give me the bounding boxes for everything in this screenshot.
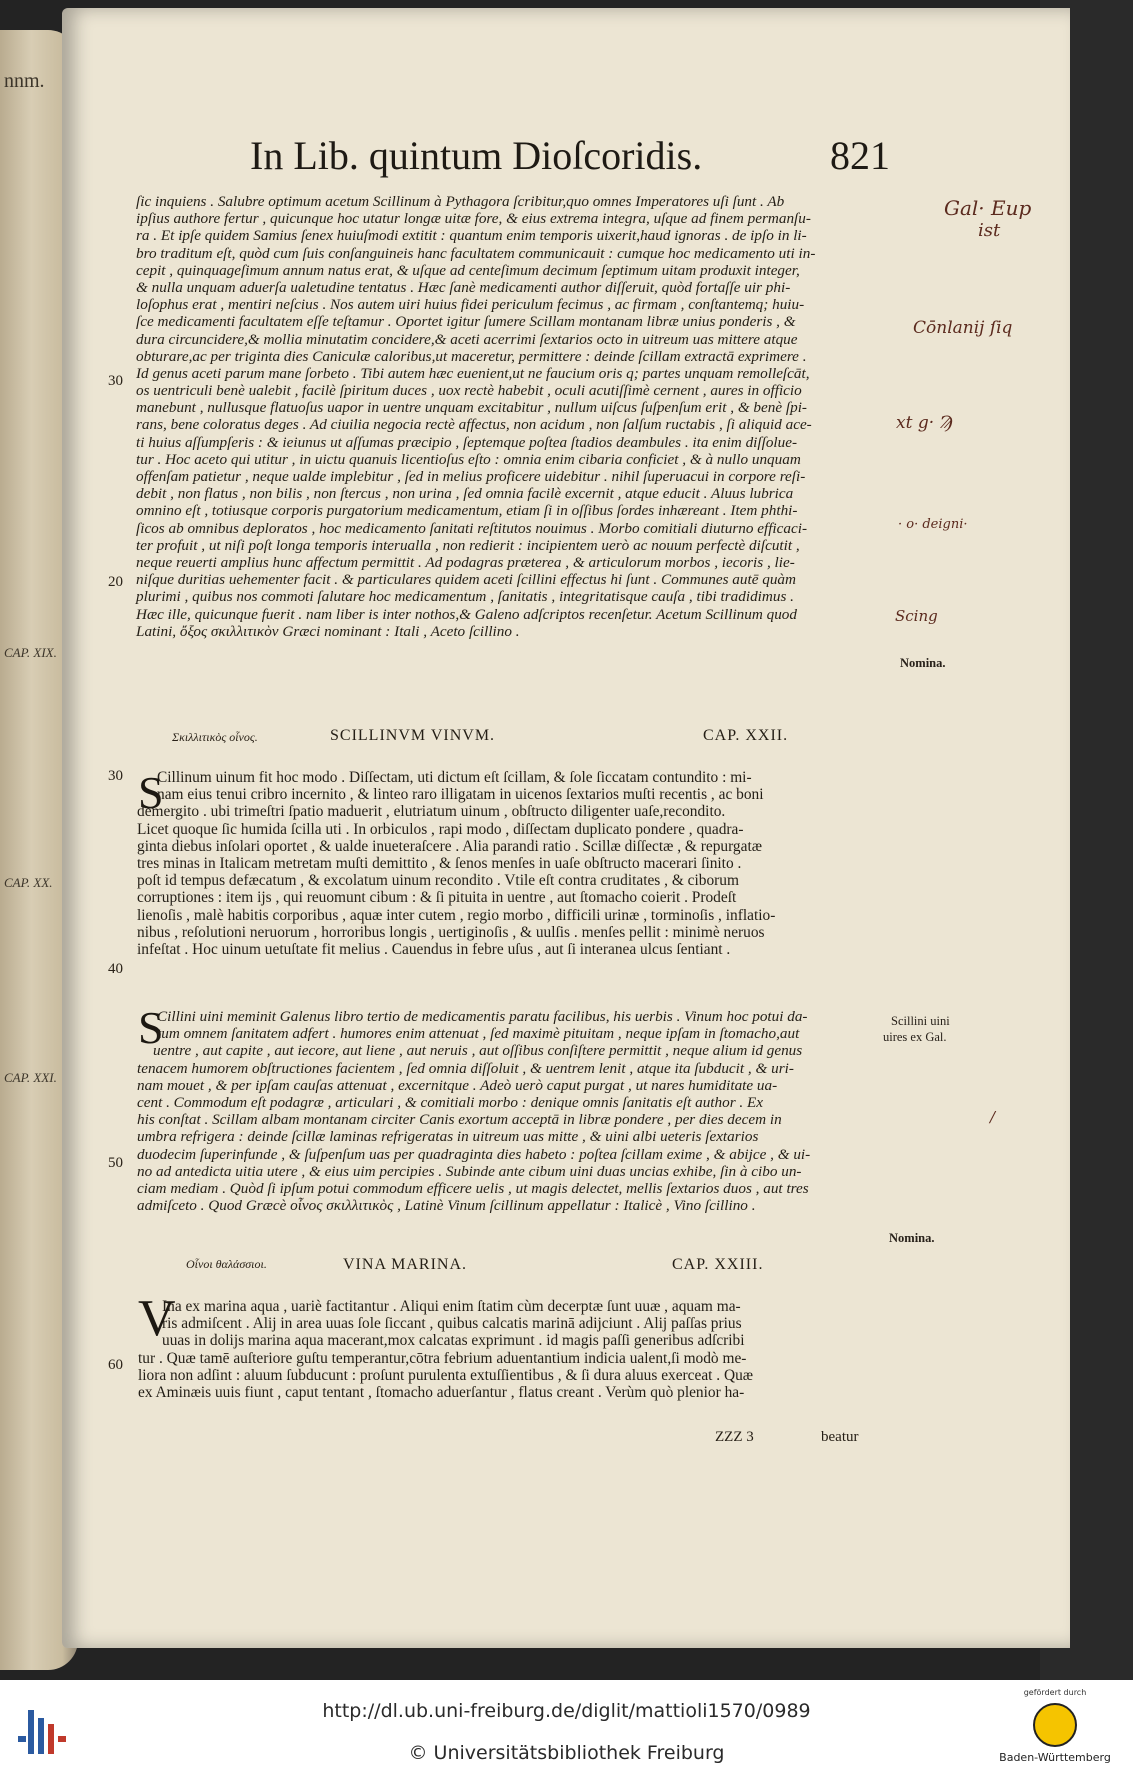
text-line: omnino eſt , totiusque corporis purgatorium medicamentum, etiam ſi in oſſibus ſordes inhæreant . Item phthi-	[136, 502, 798, 520]
text-line: nam mouet , & per ipſam cauſas attenuat , excernitque . Adeò uerò caput purgat , ut nares humiditate ua-	[137, 1076, 778, 1094]
handwritten-note: xt g· Ϡ	[896, 413, 953, 433]
text-line: ex Aminæis uuis fiunt , caput tentant , ſtomacho aduerſantur , flatus creant . Verùm quò plenior ha-	[138, 1383, 745, 1401]
sponsor-name: Baden-Württemberg	[999, 1751, 1111, 1764]
text-line: tenacem humorem obſtructiones facientem , ſed omnia diſſoluit , & uentrem lenit , atque ita ſubducit , & uri-	[137, 1059, 794, 1077]
text-line: uuas in dolijs marina aqua macerant,mox calcatas exprimunt . id magis paſſi generibus adſcribi	[162, 1332, 745, 1350]
text-line: rans, bene coloratus deges . Ad ciuilia negocia rectè affectus, non acidum , non ſalſum ructabis , ſi aliquid ace-	[136, 416, 812, 434]
text-line: poſt id tempus defæcatum , & excolatum uinum recondito . Vtile eſt contra cruditates , & ciborum	[137, 872, 739, 890]
margin-note-nomina: Nomina.	[889, 1231, 935, 1245]
text-line: bro traditum eſt, quòd cum ſuis conſanguineis hanc facultatem communicauit : cumque hoc medicamento uti in-	[136, 244, 816, 262]
sponsor-label: gefördert durch	[1023, 1688, 1087, 1697]
text-line: ciam mediam . Quòd ſi ipſum potui commodum efficere uelis , ut magis delectet, mellis ſextarios duos , aut tres	[137, 1179, 809, 1197]
line-number: 30	[108, 768, 123, 784]
text-line: tur . Hoc aceto qui utitur , in uictu quanuis licentioſus eſto : omnia enim cibaria conficiet , & à nullo unquam	[136, 450, 801, 468]
text-line: loſophus erat , mentiri neſcius . Nos autem uiri huius fidei periculum fecimus , ac firmam , conſtantemq; huiu-	[136, 296, 805, 314]
text-line: ſce medicamenti facultatem eſſe teſtamur . Oportet igitur ſumere Scillam montanam libræ unius ponderis , &	[136, 313, 796, 331]
text-line: dura circuncidere,& mollia minutatim concidere,& aceti acerrimi ſextarios octo in uitreum uas mittere atque	[136, 330, 798, 348]
text-line: os uentriculi benè ualebit , facilè ſpiritum duces , uox rectè habebit , oculi acutiſſimè cernent , aures in officio	[136, 382, 802, 400]
text-line: ter profuit , ut niſi poſt longa temporis interualla , non redierit : incipientem uerò ac nouum perfectè diſcutit ,	[136, 536, 800, 554]
text-line: demergito . ubi trimeſtri ſpatio maduerit , elutriatum uinum , obſtructo diligenter uaſe,recondito.	[137, 803, 726, 821]
signature-mark: ZZZ 3	[715, 1429, 754, 1445]
text-line: Cillinum uinum fit hoc modo . Diſſectam, uti dictum eſt ſcillam, & ſole ſiccatam contundito : mi-	[157, 769, 752, 786]
text-line: admiſceto . Quod Græcè οἶνος σκιλλιτικὸς , Latinè Vinum ſcillinum appellatur : Italicè , Vino ſcillino .	[137, 1197, 756, 1215]
drop-capital: S	[138, 767, 164, 818]
text-line: obturare,ac per triginta dies Caniculæ caloribus,ut maceretur, permittere : deinde ſcillam extractā exprimere .	[136, 347, 807, 365]
text-line: lienoſis , malè habitis corporibus , aquæ inter cutem , regio morbo , difficili urinæ , torminoſis , inflatio-	[137, 906, 776, 924]
handwritten-note: Gal· Eup	[944, 196, 1032, 220]
text-line: manebunt , nullusque flatuoſus uapor in uentre unquam excitabitur , nullum uiſcus ſuſpenſum erit , & benè ſpi-	[136, 399, 807, 417]
text-line: neque reuerti amplius hunc affectum permittit . Ad podagras præterea , & articulorum morbos , iecoris , lie-	[136, 553, 795, 571]
text-line: Ina ex marina aqua , uariè factitantur . Aliqui enim ſtatim cùm decerptæ ſunt uuæ , aquam ma-	[162, 1298, 741, 1315]
prev-page-fragment: CAP. XXI.	[4, 1070, 57, 1085]
text-line: plurimi , quibus nos commoti ſalutare hoc medicamentum , ſanitatis , integritatisque cauſa , tibi tradidimus .	[136, 588, 794, 606]
text-line: Cillini uini meminit Galenus libro tertio de medicamentis paratu facilibus, his uerbis . Vinum hoc potui da-	[157, 1008, 808, 1025]
chapter-title: VINA MARINA.	[343, 1256, 467, 1273]
text-line: Licet quoque ſic humida ſcilla uti . In orbiculos , rapi modo , diſſectam duplicato pondere , quadra-	[137, 820, 744, 838]
line-number: 20	[108, 574, 123, 590]
text-line: tum omnem ſanitatem adfert . humores enim attenuat , ſed maximè pituitam , neque ipſam in ſtomacho,aut	[157, 1025, 800, 1043]
text-line: no ad antedicta uitia utere , & eius uim percipies . Subinde ante cibum uini duas uncias exhibe, ſin à cibo un-	[137, 1162, 802, 1180]
text-line: nibus , reſolutioni neruorum , horroribus longis , uertiginoſis , & uulſis . menſes pellit : minimè neruos	[137, 923, 765, 941]
text-line: corruptiones : item ijs , qui reuomunt cibum : & ſi pituita in uentre , aut ſtomacho coierit . Prodeſt	[137, 889, 737, 907]
text-line: umbra refrigera : deinde ſcillæ laminas refrigeratas in uitreum uas mitte , & uini albi ueteris ſextarios	[137, 1128, 759, 1146]
text-line: ti huius aſſumpſeris : & ieiunus ut aſſumas præcipio , ſeptemque poſtea ſtadios deambules . ita enim diſſolue-	[136, 433, 798, 451]
prev-page-fragment: CAP. XX.	[4, 875, 53, 890]
text-line: his conſtat . Scillam albam montanam circiter Canis exortum acceptā in libræ pondere , per dies decem in	[137, 1111, 782, 1129]
chapter-number: CAP. XXII.	[703, 727, 789, 744]
text-line: debit , non flatus , non bilis , non ſtercus , non urina , ſed omnia facilè excernit , atque educit . Aluus lubrica	[136, 485, 794, 503]
viewer-footer	[0, 1680, 1133, 1780]
text-line: & nulla unquam aduerſa ualetudine tentatus . Hæc ſanè medicamenti author diſſeruit, quòd fortaſſe uir phi-	[136, 278, 791, 296]
handwritten-note: ist	[978, 220, 1001, 241]
drop-capital: V	[138, 1290, 176, 1347]
chapter-number: CAP. XXIII.	[672, 1256, 764, 1273]
text-line: ginta diebus inſolari oportet , & ualde inueteraſcere . Alia parandi ratio . Scillæ diſſectæ , & repurgatæ	[137, 837, 763, 855]
greek-heading: Οἶνοι θαλάσσιοι.	[186, 1257, 267, 1271]
text-line: nam eius tenui cribro incernito , & linteo raro illigatam in uicenos ſextarios muſti recentis , ac boni	[157, 786, 764, 804]
running-head	[250, 132, 890, 179]
prev-page-fragment: nnm.	[4, 70, 45, 92]
vina-marina-text	[138, 1298, 754, 1401]
catchword: beatur	[821, 1429, 859, 1445]
handwritten-note: Cōnlanij ſiq	[913, 318, 1013, 338]
line-number: 50	[108, 1155, 123, 1171]
text-line: cepit , quinquageſimum annum natus erat, & uſque ad centeſimum decimum ſeptimum uitam produxit integer,	[136, 261, 800, 279]
line-number: 40	[108, 961, 123, 977]
text-line: Hæc ille, quicunque fuerit . nam liber is inter nothos,& Galeno adſcriptos recenſetur. Acetum Scillinum quod	[136, 605, 797, 623]
chapter-title: SCILLINVM VINVM.	[330, 727, 496, 744]
state-seal-icon	[1033, 1703, 1077, 1747]
text-line: ipſius authore fertur , quicunque hoc utatur longæ uitæ fore, & eius extrema integra, uſque ad finem permanſu-	[136, 210, 811, 228]
text-line: cent . Commodum eſt podagræ , articulari , & comitiali morbo : denique omnis ſanitatis eſt author . Ex	[137, 1093, 764, 1111]
handwritten-note: Scing	[895, 607, 938, 625]
text-line: niſque duritias uehementer facit . & particulares quidem aceti ſcillini effectus hi ſunt . Communes autē quàm	[136, 571, 796, 589]
line-number: 60	[108, 1357, 123, 1373]
scillinum-vinum-text	[137, 769, 776, 958]
text-line: uentre , aut capite , aut iecore, aut liene , aut neruis , aut oſſibus conſiſtere permittit , neque alium id genus	[153, 1042, 803, 1060]
text-line: ſic inquiens . Salubre optimum acetum Scillinum à Pythagora ſcribitur,quo omnes Imperatores uſi ſunt . Ab	[136, 193, 785, 210]
text-line: Latini, ὄξος σκιλλιτικὸν Græci nominant : Itali , Aceto ſcillino .	[136, 622, 520, 640]
margin-note: Scillini uini	[891, 1014, 950, 1028]
handwritten-note: /	[990, 1108, 996, 1126]
text-line: ris admiſcent . Alij in area uuas ſole ſiccant , quibus calcatis marinā adijciunt . Alij paſſas prius	[162, 1315, 742, 1333]
copyright-notice: © Universitätsbibliothek Freiburg	[408, 1742, 725, 1764]
text-line: liora non adſint : aluum ſubducunt : proſunt purulenta extuſſientibus , & ſi dura aluus exerceat . Quæ	[138, 1366, 754, 1384]
handwritten-note: · o· deigni·	[898, 517, 968, 532]
text-line: tur . Quæ tamē auſteriore guſtu temperantur,cōtra febrium aduentantium indicia ualent,ſi modò me-	[138, 1349, 747, 1367]
margin-note-nomina: Nomina.	[900, 656, 946, 670]
running-head-title: In Lib. quintum Dioſcoridis.	[250, 133, 703, 178]
line-number: 30	[108, 373, 123, 389]
margin-note: uires ex Gal.	[883, 1030, 947, 1044]
text-line: ra . Et ipſe quidem Samius ſenex huiuſmodi extitit : quantum enim temporis uixerit,haud ignoras . de ipſo in li-	[136, 227, 807, 245]
text-line: Id genus aceti parum mane ſorbeto . Tibi autem hæc euenient,ut ne faucium oris q; partes unquam remolleſcāt,	[136, 364, 810, 382]
sponsor-block	[995, 1688, 1115, 1764]
text-line: duodecim ſuperinfunde , & ſuſpenſum uas per quadraginta dies habeto : poſtea ſcillam exime , & abijce , & ui-	[137, 1145, 811, 1163]
commentary-text	[137, 1008, 811, 1215]
text-line: tres minas in Italicam metretam muſti demittito , & ſenos menſes in uaſe obſtructo macerari ſinito .	[137, 854, 742, 872]
text-line: ſicos ab omnibus deploratos , hoc medicamento ſanitati reſtitutos nouimus . Morbo comitiali diuturno efficaci-	[136, 519, 808, 537]
text-line: infeſtat . Hoc uinum uetuſtate fit melius . Cauendus in febre uſus , aut ſi interanea ulcus ſentiant .	[137, 940, 731, 958]
greek-heading: Σκιλλιτικὸς οἶνος.	[172, 730, 258, 744]
page-number: 821	[830, 133, 890, 178]
main-text-block	[136, 193, 815, 640]
text-line: offenſam patietur , neque ualde implebitur , ſed in melius proficere uidebitur . nihil ſuperuacui in corpore reſi-	[136, 468, 806, 485]
drop-capital: S	[138, 1002, 164, 1053]
permalink-url[interactable]: http://dl.ub.uni-freiburg.de/diglit/mattioli1570/0989	[322, 1700, 811, 1722]
prev-page-fragment: CAP. XIX.	[4, 645, 57, 660]
